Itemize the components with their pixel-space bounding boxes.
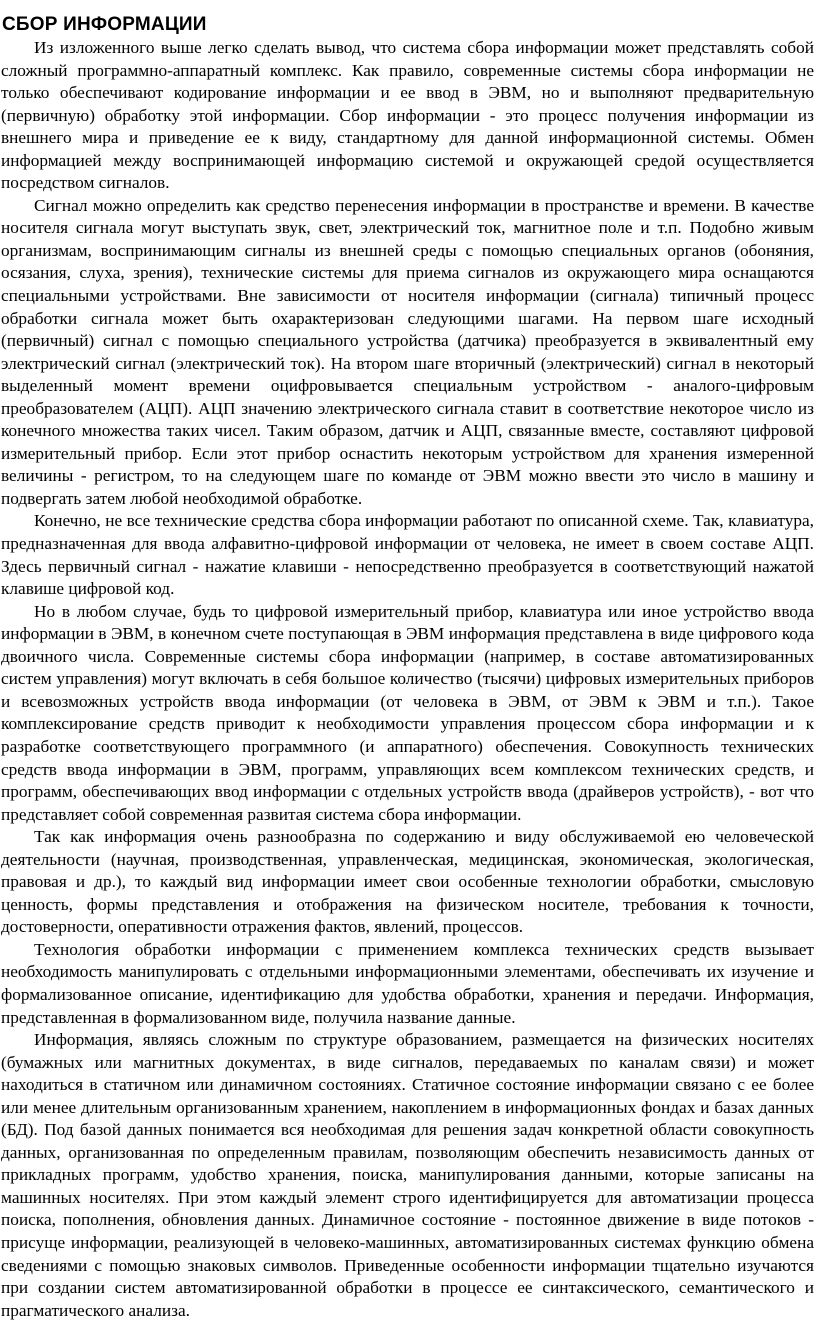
paragraph-5: Так как информация очень разнообразна по содержанию и виду обслуживаемой ею человеческой деятельности (научная, производственная, управленческая, медицинская, экономическая, экологическая, правовая и др.), то каждый вид информации имеет свои особенные технологии обработки, смысловую ценность, формы представления и отображения на физическом носителе, требования к точности, достоверности, оперативности отражения фактов, явлений, процессов. <box>1 827 814 937</box>
page-title: СБОР ИНФОРМАЦИИ <box>2 14 207 35</box>
paragraph-1: Из изложенного выше легко сделать вывод, что система сбора информации может представлять собой сложный программно-аппаратный комплекс. Как правило, современные системы сбора информации не только обеспечивают кодирование информации и ее ввод в ЭВМ, но и выполняют предварительную (первичную) обработку этой информации. Сбор информации - это процесс получения информации из внешнего мира и приведение ее к виду, стандартному для данной информационной системы. Обмен информацией между воспринимающей информацию системой и окружающей средой осуществляется посредством сигналов. <box>1 38 814 193</box>
paragraph-4: Но в любом случае, будь то цифровой измерительный прибор, клавиатура или иное устройство ввода информации в ЭВМ, в конечном счете поступающая в ЭВМ информация представлена в виде цифрового кода двоичного числа. Современные системы сбора информации (например, в составе автоматизированных систем управления) могут включать в себя большое количество (тысячи) цифровых измерительных приборов и всевозможных устройств ввода информации (от человека в ЭВМ, от ЭВМ к ЭВМ и т.п.). Такое комплексирование средств приводит к необходимости управления процессом сбора информации и к разработке соответствующего программного (и аппаратного) обеспечения. Совокупность технических средств ввода информации в ЭВМ, программ, управляющих всем комплексом технических средств, и программ, обеспечивающих ввод информации с отдельных устройств ввода (драйверов устройств), - вот что представляет собой современная развитая система сбора информации. <box>1 601 814 824</box>
paragraph-6: Технология обработки информации с применением комплекса технических средств вызывает необходимость манипулировать с отдельными информационными элементами, обеспечивать их изучение и формализованное описание, идентификацию для удобства обработки, хранения и передачи. Информация, представленная в формализованном виде, получила название данные. <box>1 939 814 1027</box>
paragraph-3: Конечно, не все технические средства сбора информации работают по описанной схеме. Так, клавиатура, предназначенная для ввода алфавитно-цифровой информации от человека, не имеет в своем составе АЦП. Здесь первичный сигнал - нажатие клавиши - непосредственно преобразуется в соответствующий нажатой клавише цифровой код. <box>1 511 814 599</box>
document-body <box>0 37 814 1322</box>
document-page <box>0 14 814 1322</box>
paragraph-7: Информация, являясь сложным по структуре образованием, размещается на физических носителях (бумажных или магнитных документах, в виде сигналов, передаваемых по каналам связи) и может находиться в статичном или динамичном состояниях. Статичное состояние информации связано с ее более или менее длительным организованным хранением, накоплением в информационных фондах и базах данных (БД). Под базой данных понимается вся необходимая для решения задач конкретной области совокупность данных, организованная по определенным правилам, позволяющим обеспечить независимость данных от прикладных программ, удобство хранения, поиска, манипулирования данными, которые записаны на машинных носителях. При этом каждый элемент строго идентифицируется для автоматизации процесса поиска, пополнения, обновления данных. Динамичное состояние - постоянное движение в виде потоков - присуще информации, реализующей в человеко-машинных, автоматизированных системах функцию обмена сведениями с помощью знаковых символов. Приведенные особенности информации тщательно изучаются при создании систем автоматизированной обработки в процессе ее синтаксического, семантического и прагматического анализа. <box>1 1030 814 1320</box>
paragraph-2: Сигнал можно определить как средство перенесения информации в пространстве и времени. В качестве носителя сигнала могут выступать звук, свет, электрический ток, магнитное поле и т.п. Подобно живым организмам, воспринимающим сигналы из внешней среды с помощью специальных органов (обоняния, осязания, слуха, зрения), технические системы для приема сигналов из окружающего мира оснащаются специальными устройствами. Вне зависимости от носителя информации (сигнала) типичный процесс обработки сигнала может быть охарактеризован следующими шагами. На первом шаге исходный (первичный) сигнал с помощью специального устройства (датчика) преобразуется в эквивалентный ему электрический сигнал (электрический ток). На втором шаге вторичный (электрический) сигнал в некоторый выделенный момент времени оцифровывается специальным устройством - аналого-цифровым преобразователем (АЦП). АЦП значению электрического сигнала ставит в соответствие некоторое число из конечного множества таких чисел. Таким образом, датчик и АЦП, связанные вместе, составляют цифровой измерительный прибор. Если этот прибор оснастить некоторым устройством для хранения измеренной величины - регистром, то на следующем шаге по команде от ЭВМ можно ввести это число в машину и подвергать затем любой необходимой обработке. <box>1 195 814 508</box>
